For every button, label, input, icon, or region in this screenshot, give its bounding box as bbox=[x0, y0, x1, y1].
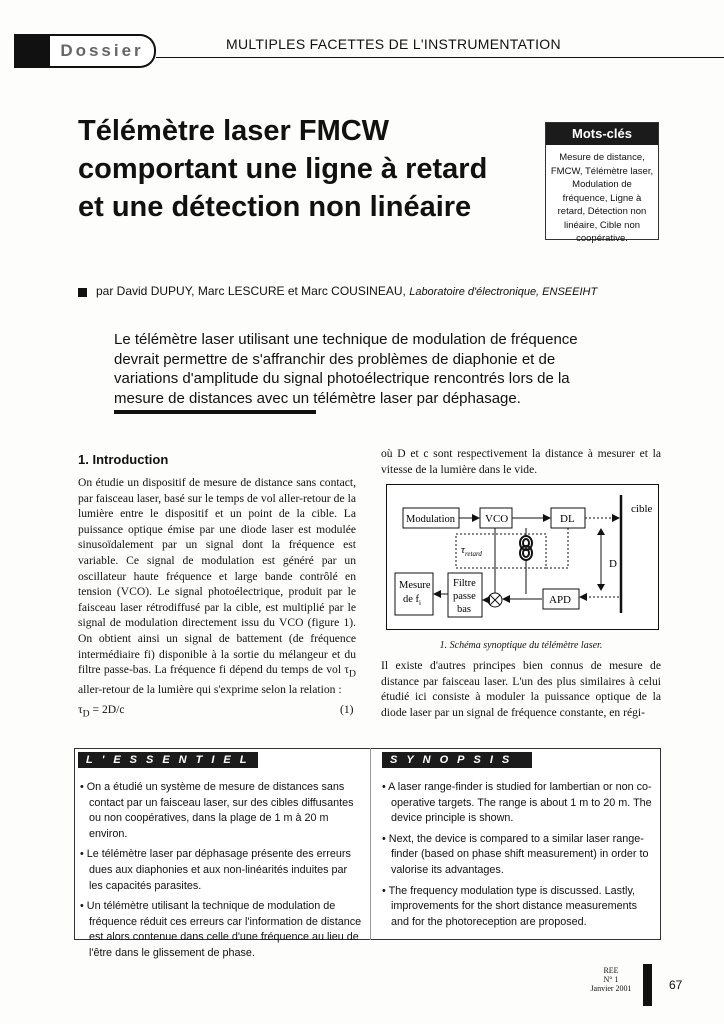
header-black-block bbox=[14, 34, 50, 68]
synopsis-item: • Next, the device is compared to a similar laser range-finder (based on phase shift measurement) in order to valorise its advantages. bbox=[382, 832, 649, 876]
essentiel-item: • Le télémètre laser par déphasage présente des erreurs dues aux diaphonies et aux non-linéarités induites par les capacités parasites. bbox=[80, 848, 351, 892]
essentiel-item: • Un télémètre utilisant la technique de modulation de fréquence réduit ces erreurs car l'information de distance est alors contenue dans celle d'une fréquence au lieu de l'être dans le glissement de phase. bbox=[80, 900, 362, 959]
keywords-header: Mots-clés bbox=[546, 123, 658, 145]
figure-1-diagram bbox=[386, 484, 659, 630]
synopsis-list bbox=[382, 780, 656, 935]
running-title: MULTIPLES FACETTES DE L'INSTRUMENTATION bbox=[226, 36, 561, 52]
right-top-text: où D et c sont respectivement la distance à mesurer et la vitesse de la lumière dans le vide. bbox=[381, 447, 661, 476]
formula-1 bbox=[78, 703, 356, 719]
essentiel-header: L'ESSENTIEL bbox=[78, 752, 258, 768]
abstract-rule bbox=[114, 410, 316, 414]
modulation-label: Modulation bbox=[406, 514, 455, 525]
keywords-text: Mesure de distance, FMCW, Télémètre laser, Modulation de fréquence, Ligne à retard, Détection non linéaire, Cible non coopérative. bbox=[550, 152, 654, 244]
section-tab bbox=[50, 34, 156, 68]
keywords-box bbox=[545, 122, 659, 244]
filtre-label-1: Filtre bbox=[453, 578, 476, 589]
authors-names: par David DUPUY, Marc LESCURE et Marc COUSINEAU, bbox=[96, 284, 406, 298]
authors-bullet bbox=[78, 288, 87, 297]
cible-label: cible bbox=[631, 503, 653, 515]
synopsis-item: • The frequency modulation type is discussed. Lastly, improvements for the short distance measurements and for the photoreception are proposed. bbox=[382, 884, 638, 928]
intro-tau-sub: D bbox=[349, 668, 356, 680]
vco-label: VCO bbox=[485, 513, 509, 525]
apd-label: APD bbox=[549, 594, 572, 606]
journal-issue: N° 1 bbox=[603, 975, 619, 984]
filtre-label-2: passe bbox=[453, 591, 476, 602]
mesure-label-1: Mesure bbox=[399, 580, 431, 591]
tau-retard-label: $\tau_{retard}$ bbox=[461, 544, 482, 558]
coil-icon bbox=[520, 536, 532, 560]
formula-lhs: τ bbox=[78, 703, 83, 716]
formula-sub: D bbox=[82, 708, 90, 720]
formula-number: (1) bbox=[340, 703, 354, 716]
journal-name: REE bbox=[603, 966, 619, 975]
journal-date: Janvier 2001 bbox=[590, 984, 632, 993]
mesure-label-2: de $f_i$ bbox=[403, 594, 421, 607]
essentiel-list bbox=[80, 780, 362, 967]
block-diagram-svg bbox=[387, 485, 658, 629]
intro-paragraph bbox=[78, 475, 356, 698]
synopsis-header: SYNOPSIS bbox=[382, 752, 532, 768]
section-label: Dossier bbox=[60, 41, 144, 60]
footer-bar bbox=[643, 964, 652, 1006]
dl-label: DL bbox=[560, 513, 575, 525]
article-title: Télémètre laser FMCW comportant une ligne à retard et une détection non linéaire bbox=[78, 115, 488, 223]
intro-text: On étudie un dispositif de mesure de distance sans contact, par faisceau laser, basé sur le temps de vol aller-retour de la lumière entre le dispositif et un point de la cible. La puissance optique émise par une diode laser est modulée sinusoïdalement par un signal dont la fréquence est variable. Ce signal de modulation est généré par un oscillateur haute fréquence et large bande contrôlé en tension (VCO). Le signal photoélectrique, produit par le faisceau laser rétrodiffusé par la cible, est multiplié par le signal de modulation directement issu du VCO (figure 1). On obtient ainsi un signal de battement (de fréquence intermédiaire fi) disponible à la sortie du mélangeur et du filtre passe-bas. La fréquence fi dépend du temps de vol τ bbox=[78, 476, 356, 677]
formula-rhs: = 2D/c bbox=[89, 703, 125, 716]
abstract: Le télémètre laser utilisant une technique de modulation de fréquence devrait permettre de s'affranchir des problèmes de diaphonie et de variations d'amplitude du signal photoélectrique rencontrés lors de la mesure de distances avec un télémètre laser par déphasage. bbox=[114, 331, 578, 407]
page-number: 67 bbox=[669, 978, 683, 992]
intro-heading: 1. Introduction bbox=[78, 452, 169, 467]
right-bottom-text: Il existe d'autres principes bien connus de mesure de distance par faisceau laser. L'un des plus similaires à celui étudié ici consiste à moduler la puissance optique de la diode laser par un signal de fréquence constante, en régi- bbox=[381, 659, 661, 719]
synopsis-item: • A laser range-finder is studied for lambertian or non co-operative targets. The range is about 1 m to 20 m. The device principle is shown. bbox=[382, 781, 652, 825]
authors-line bbox=[96, 284, 597, 298]
distance-label: D bbox=[609, 558, 617, 570]
summary-divider bbox=[370, 748, 371, 940]
intro-text-end: aller-retour de la lumière qui s'exprime selon la relation : bbox=[78, 683, 342, 697]
journal-info bbox=[582, 966, 640, 993]
essentiel-item: • On a étudié un système de mesure de distances sans contact par un faisceau laser, sur des cibles diffusantes ou non coopératives, dans la plage de 1 m à 20 m environ. bbox=[80, 781, 354, 840]
header-rule bbox=[156, 57, 724, 58]
authors-affiliation: Laboratoire d'électronique, ENSEEIHT bbox=[409, 286, 598, 298]
filtre-label-3: bas bbox=[457, 604, 471, 615]
figure-caption: 1. Schéma synoptique du télémètre laser. bbox=[439, 640, 603, 651]
